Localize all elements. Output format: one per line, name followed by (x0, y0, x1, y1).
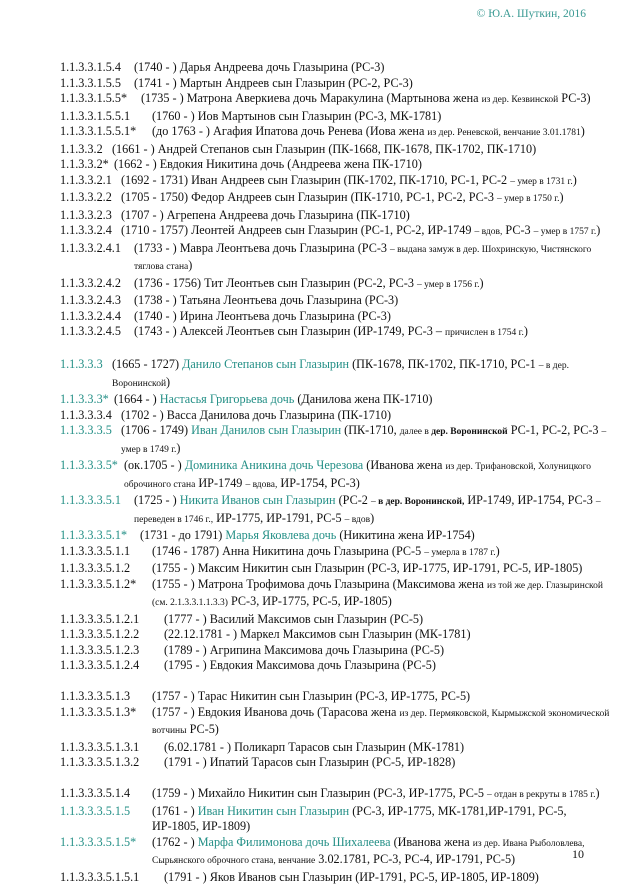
entry-note: – (371, 497, 378, 507)
genealogy-entry (60, 493, 615, 528)
entry-text (60, 627, 615, 643)
entry-text (60, 643, 615, 659)
genealogy-entry (60, 740, 615, 756)
entry-text (60, 76, 615, 92)
entry-text-segment: 3.02.1781, РС-3, РС-4, ИР-1791, РС-5) (315, 852, 515, 866)
entry-number: 1.1.3.3.3.5.1.2.2 (60, 627, 139, 643)
entry-number: 1.1.3.3.2 (60, 142, 103, 158)
entry-text-segment: (1665 - 1727) (112, 357, 182, 371)
entry-text-segment: ) (188, 258, 192, 272)
person-name-highlight: Иван Никитин сын Глазырин (198, 804, 350, 818)
entry-text (60, 124, 615, 142)
spacer (60, 771, 615, 787)
entry-text-segment: (1741 - ) Мартын Андреев сын Глазырин (РС-2, РС-3) (134, 76, 413, 90)
genealogy-entry (60, 755, 615, 771)
genealogy-entry (60, 544, 615, 562)
entry-note: – в дер. Воронинской (112, 361, 569, 389)
entry-note: – умер в 1731 г. (510, 177, 573, 187)
entry-note: в дер. Воронинской, (378, 497, 464, 507)
genealogy-entry (60, 124, 615, 142)
entry-text-segment: (ПК-1678, ПК-1702, ПК-1710, РС-1 (349, 357, 539, 371)
entry-text-segment: (1755 - ) Матрона Трофимова дочь Глазырина (Максимова жена (152, 577, 487, 591)
entry-text (60, 577, 615, 612)
entry-text (60, 658, 615, 674)
genealogy-entry (60, 76, 615, 92)
entry-text-segment: (1706 - 1749) (121, 423, 191, 437)
copyright-header: © Ю.А. Шуткин, 2016 (477, 8, 586, 20)
entry-number: 1.1.3.3.2.4.2 (60, 276, 121, 292)
entry-text (60, 208, 615, 224)
entry-text-segment: (1791 - ) Ипатий Тарасов сын Глазырин (РС-5, ИР-1828) (164, 755, 455, 769)
entry-text (60, 804, 615, 835)
genealogy-entry (60, 392, 615, 408)
entry-note: – вдов, (475, 227, 503, 237)
genealogy-entry (60, 528, 615, 544)
entry-text (60, 835, 615, 870)
entry-text-segment: (1762 - ) (152, 835, 198, 849)
genealogy-entry (60, 643, 615, 659)
person-name-highlight: Марфа Филимонова дочь Шихалеева (198, 835, 391, 849)
entry-text-segment: (1702 - ) Васса Данилова дочь Глазырина (ПК-1710) (121, 408, 391, 422)
genealogy-entry (60, 357, 615, 392)
entry-text (60, 324, 615, 342)
entry-text-segment: ) (176, 441, 180, 455)
entry-note: – вдова, (245, 480, 277, 490)
entry-number: 1.1.3.3.3.5.1 (60, 493, 121, 509)
entry-text-segment: ) (581, 124, 585, 138)
entry-text-segment: ИР-1775, ИР-1791, РС-5 (213, 511, 345, 525)
entry-text-segment: (до 1763 - ) Агафия Ипатова дочь Ренева (Иова жена (152, 124, 427, 138)
entry-note: – умер в 1750 г. (497, 194, 560, 204)
entry-text (60, 528, 615, 544)
page-number: 10 (572, 847, 584, 862)
entry-number: 1.1.3.3.3.4 (60, 408, 112, 424)
entry-text-segment: (1738 - ) Татьяна Леонтьева дочь Глазырина (РС-3) (134, 293, 398, 307)
entry-text-segment: ИР-1754, РС-3) (277, 476, 359, 490)
entry-text-segment: (1661 - ) Андрей Степанов сын Глазырин (ПК-1668, ПК-1678, ПК-1702, ПК-1710) (112, 142, 536, 156)
entry-text (60, 276, 615, 294)
spacer (60, 342, 615, 358)
entry-text (60, 91, 615, 109)
entry-note: – вдов (345, 515, 370, 525)
entry-text-segment: ) (596, 223, 600, 237)
entry-number: 1.1.3.3.3.5.1.5 (60, 804, 130, 820)
entry-text-segment: (1705 - 1750) Федор Андреев сын Глазырин (ПК-1710, РС-1, РС-2, РС-3 (121, 190, 497, 204)
entry-text-segment: (ок.1705 - ) (124, 458, 185, 472)
entry-number: 1.1.3.3.2.4.5 (60, 324, 121, 340)
entry-number: 1.1.3.3.2.4.4 (60, 309, 121, 325)
entry-text (60, 544, 615, 562)
entry-text-segment: РС-3, ИР-1775, РС-5, ИР-1805) (228, 594, 392, 608)
entry-text-segment: (1740 - ) Ирина Леонтьева дочь Глазырина (РС-3) (134, 309, 391, 323)
entry-text-segment: (РС-3, ИР-1775, МК-1781,ИР-1791, РС-5, ИР-1805, ИР-1809) (152, 804, 567, 834)
entry-number: 1.1.3.3.3.5.1.5.1 (60, 870, 139, 885)
entry-number: 1.1.3.3.3.5* (60, 458, 118, 474)
entry-text-segment: (1777 - ) Василий Максимов сын Глазырин (РС-5) (164, 612, 423, 626)
entry-text-segment: (1740 - ) Дарья Андреева дочь Глазырина (РС-3) (134, 60, 384, 74)
entry-text-segment: (1733 - ) Мавра Леонтьева дочь Глазырина (РС-3 (134, 241, 390, 255)
person-name-highlight: Никита Иванов сын Глазырин (180, 493, 336, 507)
entry-text-segment: (Иванова жена (391, 835, 473, 849)
entry-text-segment: РС-5) (187, 722, 219, 736)
entry-number: 1.1.3.3.1.5.5.1 (60, 109, 130, 125)
genealogy-entry (60, 870, 615, 885)
entry-text-segment: (1761 - ) (152, 804, 198, 818)
entry-text (60, 142, 615, 158)
entry-note: – умер в 1756 г. (417, 280, 480, 290)
genealogy-list (60, 60, 615, 885)
genealogy-entry (60, 142, 615, 158)
entry-text-segment: (Никитина жена ИР-1754) (336, 528, 474, 542)
entry-number: 1.1.3.3.3.5.1.5* (60, 835, 136, 851)
entry-number: 1.1.3.3.3* (60, 392, 109, 408)
entry-number: 1.1.3.3.2.4.1 (60, 241, 121, 257)
genealogy-entry (60, 423, 615, 458)
entry-note: – умер в 1757 г. (534, 227, 597, 237)
entry-text (60, 493, 615, 528)
entry-text (60, 60, 615, 76)
entry-number: 1.1.3.3.3.5.1.3.1 (60, 740, 139, 756)
genealogy-entry (60, 577, 615, 612)
entry-text (60, 157, 615, 173)
entry-text-segment: (1710 - 1757) Леонтей Андреев сын Глазырин (РС-1, РС-2, ИР-1749 (121, 223, 475, 237)
entry-note: из дер. Кезвинской (482, 95, 559, 105)
entry-number: 1.1.3.3.3.5.1.2.1 (60, 612, 139, 628)
genealogy-entry (60, 658, 615, 674)
person-name-highlight: Настасья Григорьева дочь (160, 392, 295, 406)
entry-number: 1.1.3.3.3.5.1.3.2 (60, 755, 139, 771)
entry-text-segment: (1746 - 1787) Анна Никитина дочь Глазырина (РС-5 (152, 544, 424, 558)
genealogy-entry (60, 804, 615, 835)
entry-number: 1.1.3.3.3.5.1.3* (60, 705, 136, 721)
entry-text (60, 173, 615, 191)
entry-number: 1.1.3.3.1.5.5.1* (60, 124, 136, 140)
entry-text-segment: (6.02.1781 - ) Поликарп Тарасов сын Глазырин (МК-1781) (164, 740, 464, 754)
entry-text-segment: РС-3) (558, 91, 590, 105)
entry-number: 1.1.3.3.2.4.3 (60, 293, 121, 309)
entry-text (60, 755, 615, 771)
entry-text-segment: ) (595, 786, 599, 800)
entry-text-segment: (1757 - ) Тарас Никитин сын Глазырин (РС-3, ИР-1775, РС-5) (152, 689, 470, 703)
person-name-highlight: Марья Яковлева дочь (225, 528, 336, 542)
entry-number: 1.1.3.3.2* (60, 157, 109, 173)
genealogy-entry (60, 627, 615, 643)
genealogy-entry (60, 60, 615, 76)
entry-text (60, 740, 615, 756)
person-name-highlight: Доминика Аникина дочь Черезова (185, 458, 363, 472)
entry-text-segment: (1731 - до 1791) (140, 528, 225, 542)
entry-text-segment: (Данилова жена ПК-1710) (294, 392, 432, 406)
entry-number: 1.1.3.3.3.5.1.2.3 (60, 643, 139, 659)
entry-number: 1.1.3.3.3.5.1.4 (60, 786, 130, 802)
entry-text (60, 561, 615, 577)
entry-note: – умерла в 1787 г. (424, 548, 495, 558)
entry-text-segment: (1725 - ) (134, 493, 180, 507)
entry-note: из дер. Пермяковской, Кырмыжской экономической вотчины (152, 709, 609, 737)
entry-text-segment: (1743 - ) Алексей Леонтьев сын Глазырин (ИР-1749, РС-3 – (134, 324, 445, 338)
entry-text-segment: (1795 - ) Евдокия Максимова дочь Глазырина (РС-5) (164, 658, 436, 672)
entry-number: 1.1.3.3.1.5.5 (60, 76, 121, 92)
entry-text (60, 309, 615, 325)
entry-text-segment: (1735 - ) Матрона Аверкиева дочь Маракулина (Мартынова жена (141, 91, 482, 105)
entry-number: 1.1.3.3.2.4 (60, 223, 112, 239)
entry-text (60, 241, 615, 276)
entry-text (60, 408, 615, 424)
entry-text-segment: (1759 - ) Михайло Никитин сын Глазырин (РС-3, ИР-1775, РС-5 (152, 786, 487, 800)
entry-note: дер. Воронинской (431, 427, 507, 437)
person-name-highlight: Иван Данилов сын Глазырин (191, 423, 341, 437)
entry-text-segment: ИР-1749 (195, 476, 245, 490)
entry-text-segment: РС-1, РС-2, РС-3 (508, 423, 602, 437)
entry-note: – выдана замуж в дер. Шохринскую, Чистянского тяглова стана (134, 245, 591, 273)
entry-text-segment: (1736 - 1756) Тит Леонтьев сын Глазырин (РС-2, РС-3 (134, 276, 417, 290)
entry-text-segment: ) (480, 276, 484, 290)
entry-number: 1.1.3.3.3.5.1.1 (60, 544, 130, 560)
entry-text (60, 223, 615, 241)
genealogy-entry (60, 109, 615, 125)
entry-text (60, 190, 615, 208)
entry-text-segment: (1760 - ) Иов Мартынов сын Глазырин (РС-3, МК-1781) (152, 109, 441, 123)
entry-note: из дер. Реневской, венчание 3.01.1781 (427, 128, 580, 138)
entry-text-segment: (Иванова жена (363, 458, 445, 472)
entry-text (60, 705, 615, 740)
genealogy-entry (60, 689, 615, 705)
entry-number: 1.1.3.3.1.5.4 (60, 60, 121, 76)
entry-text-segment: (22.12.1781 - ) Маркел Максимов сын Глазырин (МК-1781) (164, 627, 471, 641)
entry-number: 1.1.3.3.3.5.1.2 (60, 561, 130, 577)
entry-number: 1.1.3.3.3.5.1.2.4 (60, 658, 139, 674)
genealogy-entry (60, 561, 615, 577)
entry-text (60, 293, 615, 309)
entry-number: 1.1.3.3.3.5.1* (60, 528, 127, 544)
entry-text (60, 357, 615, 392)
entry-text (60, 423, 615, 458)
entry-number: 1.1.3.3.3.5.1.2* (60, 577, 136, 593)
genealogy-entry (60, 173, 615, 191)
entry-text-segment: ИР-1749, ИР-1754, РС-3 (464, 493, 596, 507)
person-name-highlight: Данило Степанов сын Глазырин (182, 357, 349, 371)
entry-text (60, 870, 615, 885)
genealogy-entry (60, 190, 615, 208)
entry-note: из дер. Трифановской, Холуницкого оброчиного стана (124, 462, 591, 490)
genealogy-entry (60, 91, 615, 109)
entry-text-segment: ) (573, 173, 577, 187)
entry-text-segment: (1707 - ) Агрепена Андреева дочь Глазырина (ПК-1710) (121, 208, 410, 222)
entry-number: 1.1.3.3.3 (60, 357, 103, 373)
entry-text-segment: (1692 - 1731) Иван Андреев сын Глазырин (ПК-1702, ПК-1710, РС-1, РС-2 (121, 173, 510, 187)
genealogy-entry (60, 705, 615, 740)
entry-note: из дер. Ивана Рыболовлева, Сырьянского оброчного стана, венчание (152, 839, 585, 867)
entry-text-segment: ) (370, 511, 374, 525)
entry-text (60, 392, 615, 408)
genealogy-entry (60, 309, 615, 325)
entry-number: 1.1.3.3.2.2 (60, 190, 112, 206)
entry-note: из той же дер. Глазыринской (см. 2.1.3.3.1.1.3.3) (152, 581, 603, 609)
entry-text-segment: (1755 - ) Максим Никитин сын Глазырин (РС-3, ИР-1775, ИР-1791, РС-5, ИР-1805) (152, 561, 582, 575)
genealogy-entry (60, 835, 615, 870)
entry-text-segment: (1664 - ) (114, 392, 160, 406)
genealogy-entry (60, 276, 615, 294)
entry-text-segment: (1757 - ) Евдокия Иванова дочь (Тарасова жена (152, 705, 399, 719)
genealogy-entry (60, 324, 615, 342)
genealogy-entry (60, 786, 615, 804)
entry-text-segment: (РС-2 (336, 493, 371, 507)
entry-text-segment: (1662 - ) Евдокия Никитина дочь (Андреева жена ПК-1710) (114, 157, 422, 171)
genealogy-entry (60, 293, 615, 309)
entry-text (60, 109, 615, 125)
entry-number: 1.1.3.3.2.3 (60, 208, 112, 224)
entry-number: 1.1.3.3.3.5 (60, 423, 112, 439)
entry-text (60, 689, 615, 705)
genealogy-entry (60, 223, 615, 241)
entry-text (60, 786, 615, 804)
entry-note: причислен в 1754 г. (445, 328, 524, 338)
entry-text (60, 458, 615, 493)
entry-text-segment: ) (560, 190, 564, 204)
genealogy-entry (60, 157, 615, 173)
genealogy-entry (60, 241, 615, 276)
entry-note: – переведен в 1746 г., (134, 497, 601, 525)
entry-text-segment: (1789 - ) Агрипина Максимова дочь Глазырина (РС-5) (164, 643, 444, 657)
genealogy-entry (60, 208, 615, 224)
entry-note: далее в (400, 427, 432, 437)
entry-text-segment: ) (496, 544, 500, 558)
genealogy-entry (60, 408, 615, 424)
entry-note: – умер в 1749 г. (121, 427, 606, 455)
entry-text-segment: (1791 - ) Яков Иванов сын Глазырин (ИР-1791, РС-5, ИР-1805, ИР-1809) (164, 870, 539, 884)
entry-number: 1.1.3.3.1.5.5* (60, 91, 127, 107)
entry-text-segment: ) (166, 375, 170, 389)
entry-text-segment: (ПК-1710, (341, 423, 400, 437)
entry-text-segment: ) (524, 324, 528, 338)
entry-text-segment: РС-3 (502, 223, 533, 237)
spacer (60, 674, 615, 690)
entry-number: 1.1.3.3.3.5.1.3 (60, 689, 130, 705)
entry-note: – отдан в рекруты в 1785 г. (487, 790, 595, 800)
genealogy-entry (60, 612, 615, 628)
entry-text (60, 612, 615, 628)
entry-number: 1.1.3.3.2.1 (60, 173, 112, 189)
genealogy-entry (60, 458, 615, 493)
